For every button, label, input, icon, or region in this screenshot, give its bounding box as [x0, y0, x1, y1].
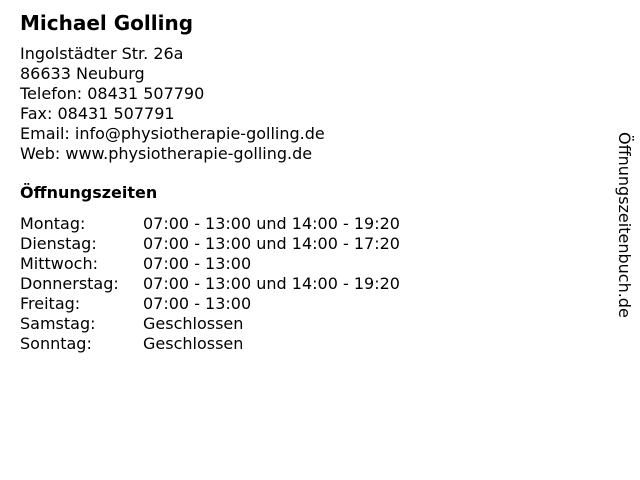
website-address: Web: www.physiotherapie-golling.de [20, 144, 313, 163]
day-hours: 07:00 - 13:00 [143, 294, 252, 313]
day-label: Freitag: [20, 294, 81, 313]
contact-block [20, 44, 325, 164]
day-label: Mittwoch: [20, 254, 98, 273]
day-hours: 07:00 - 13:00 und 14:00 - 19:20 [143, 274, 400, 293]
fax-number: Fax: 08431 507791 [20, 104, 175, 123]
street-address: Ingolstädter Str. 26a [20, 44, 184, 63]
day-hours: 07:00 - 13:00 und 14:00 - 17:20 [143, 234, 400, 253]
day-hours: Geschlossen [143, 314, 244, 333]
day-hours: 07:00 - 13:00 und 14:00 - 19:20 [143, 214, 400, 233]
city-address: 86633 Neuburg [20, 64, 145, 83]
day-label: Samstag: [20, 314, 96, 333]
day-hours: 07:00 - 13:00 [143, 254, 252, 273]
day-label: Sonntag: [20, 334, 92, 353]
business-name: Michael Golling [20, 11, 194, 35]
opening-hours-heading: Öffnungszeiten [20, 183, 158, 202]
phone-number: Telefon: 08431 507790 [20, 84, 205, 103]
day-label: Donnerstag: [20, 274, 119, 293]
day-hours: Geschlossen [143, 334, 244, 353]
day-label: Montag: [20, 214, 86, 233]
day-label: Dienstag: [20, 234, 97, 253]
email-address: Email: info@physiotherapie-golling.de [20, 124, 325, 143]
site-branding: Öffnungszeitenbuch.de [615, 132, 634, 318]
